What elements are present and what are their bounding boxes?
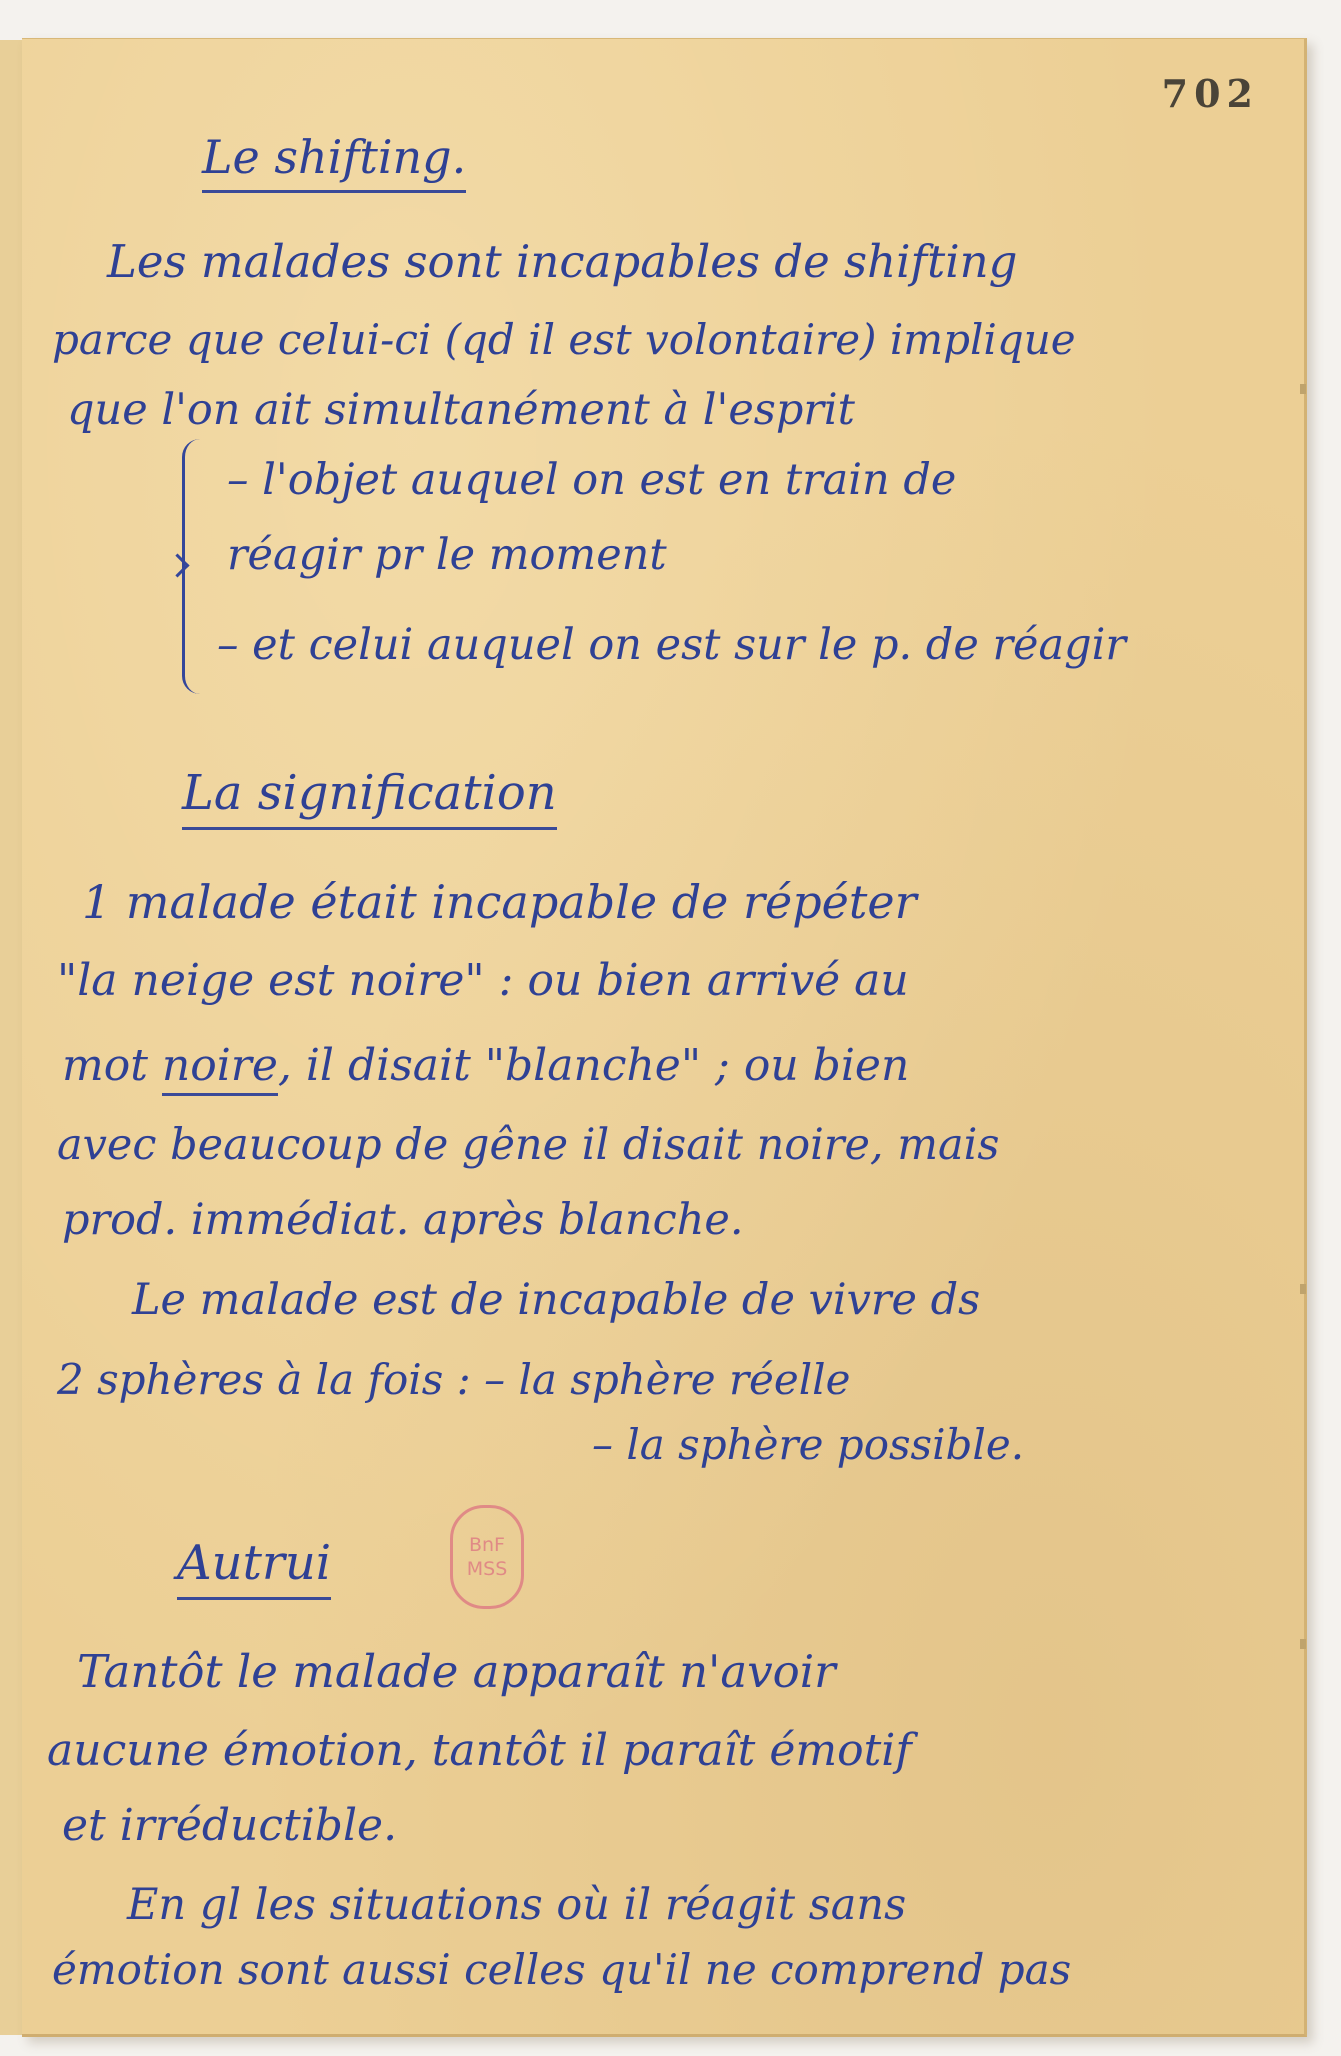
library-stamp bbox=[450, 1505, 524, 1609]
autrui-line-2: aucune émotion, tantôt il paraît émotif bbox=[47, 1725, 912, 1776]
signification-line-8: – la sphère possible. bbox=[592, 1420, 1025, 1469]
signification-line-7: 2 sphères à la fois : – la sphère réelle bbox=[57, 1355, 851, 1404]
autrui-line-5: émotion sont aussi celles qu'il ne comprend pas bbox=[52, 1945, 1072, 1994]
manuscript-page bbox=[22, 38, 1307, 2037]
signification-line-6: Le malade est de incapable de vivre ds bbox=[132, 1275, 981, 1325]
autrui-line-4: En gl les situations où il réagit sans bbox=[127, 1880, 907, 1930]
stamp-line-2: MSS bbox=[466, 1558, 508, 1580]
autrui-line-3: et irréductible. bbox=[62, 1800, 398, 1851]
shifting-line-2: parce que celui-ci (qd il est volontaire) implique bbox=[52, 315, 1076, 364]
heading-shifting: Le shifting. bbox=[202, 134, 466, 193]
autrui-line-1: Tantôt le malade apparaît n'avoir bbox=[77, 1645, 836, 1698]
stamp-line-1: BnF bbox=[468, 1534, 505, 1556]
underlined-word: noire bbox=[162, 1040, 278, 1096]
brace-item-3: – et celui auquel on est sur le p. de réagir bbox=[217, 620, 1126, 670]
signification-line-4: avec beaucoup de gêne il disait noire, mais bbox=[57, 1120, 1000, 1170]
edge-mark-1 bbox=[1300, 384, 1306, 394]
signification-line-3: mot noire, il disait "blanche" ; ou bien bbox=[62, 1044, 909, 1088]
previous-page-edge bbox=[0, 40, 24, 2035]
heading-autrui: Autrui bbox=[177, 1539, 331, 1600]
signification-line-2: "la neige est noire" : ou bien arrivé au bbox=[57, 955, 909, 1006]
heading-signification: La signification bbox=[182, 769, 557, 830]
edge-mark-3 bbox=[1300, 1639, 1306, 1649]
signification-line-5: prod. immédiat. après blanche. bbox=[62, 1195, 744, 1245]
shifting-line-3: que l'on ait simultanément à l'esprit bbox=[67, 385, 855, 435]
shifting-line-1: Les malades sont incapables de shifting bbox=[107, 235, 1018, 288]
brace-bracket bbox=[182, 439, 205, 694]
brace-item-1: – l'objet auquel on est en train de bbox=[227, 455, 957, 505]
folio-number: 702 bbox=[1161, 71, 1259, 116]
brace-item-2: réagir pr le moment bbox=[227, 530, 667, 580]
signification-line-1: 1 malade était incapable de répéter bbox=[82, 875, 917, 929]
edge-mark-2 bbox=[1300, 1284, 1306, 1294]
